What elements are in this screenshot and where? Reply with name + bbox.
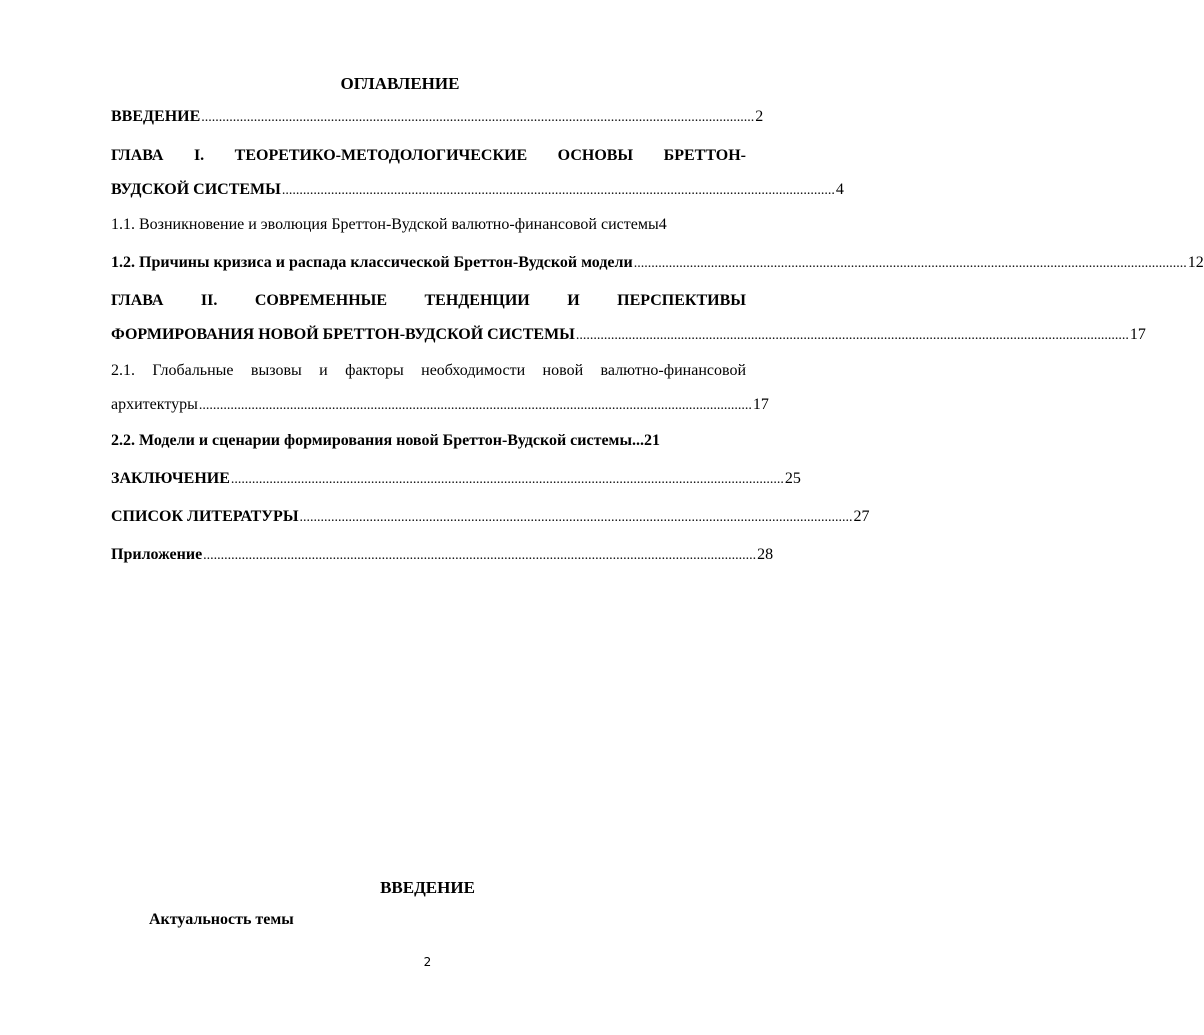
toc-entry-page: 17: [1129, 326, 1146, 343]
toc-entry-chapter-1[interactable]: [111, 139, 844, 208]
introduction-heading: ВВЕДЕНИЕ: [380, 878, 475, 897]
toc-entry-text-line1: ГЛАВА II. СОВРЕМЕННЫЕ ТЕНДЕНЦИИ И ПЕРСПЕКТИВЫ: [111, 292, 746, 309]
dot-leader: ..............................................................................................................................................................: [203, 548, 757, 563]
toc-entry-page: 25: [784, 470, 801, 487]
toc-entry-introduction[interactable]: [111, 100, 764, 135]
toc-entry-text: 2.2. Модели и сценарии формирования новой Бреттон-Вудской системы...: [111, 432, 644, 449]
toc-title: ОГЛАВЛЕНИЕ: [340, 74, 460, 93]
toc-entry-chapter-2[interactable]: [111, 284, 1146, 353]
toc-entry-text: ВВЕДЕНИЕ: [111, 108, 201, 125]
topic-relevance-subheading: Актуальность темы: [149, 911, 294, 928]
toc-entry-page: 12: [1187, 254, 1204, 271]
toc-entry-text: Приложение: [111, 546, 203, 563]
toc-entry-page: 2: [755, 108, 764, 125]
toc-entry-text: архитектуры: [111, 396, 198, 413]
toc-entry-text-line1: ГЛАВА I. ТЕОРЕТИКО-МЕТОДОЛОГИЧЕСКИЕ ОСНОВЫ БРЕТТОН-: [111, 147, 746, 164]
toc-entry-section-1-1[interactable]: [111, 208, 746, 242]
toc-entry-page: 21: [643, 432, 660, 449]
toc-entry-page: 28: [757, 546, 774, 563]
toc-entry-text-line1: 2.1. Глобальные вызовы и факторы необходимости новой валютно-финансовой: [111, 362, 746, 379]
toc-entry-page: 17: [752, 396, 769, 413]
dot-leader: ..............................................................................................................................................................: [198, 398, 752, 413]
dot-leader: ..............................................................................................................................................................: [299, 510, 853, 525]
page-number: 2: [423, 955, 432, 969]
toc-entry-references[interactable]: [111, 500, 870, 535]
dot-leader: ..............................................................................................................................................................: [201, 110, 755, 125]
toc-entry-section-2-1[interactable]: [111, 354, 769, 423]
toc-entry-page: 27: [853, 508, 870, 525]
toc-entry-section-2-2[interactable]: [111, 424, 746, 458]
toc-entry-text: СПИСОК ЛИТЕРАТУРЫ: [111, 508, 299, 525]
toc-entry-section-1-2[interactable]: [111, 246, 1204, 281]
dot-leader: ..............................................................................................................................................................: [575, 328, 1129, 343]
toc-entry-appendix[interactable]: [111, 538, 774, 573]
toc-entry-text: ФОРМИРОВАНИЯ НОВОЙ БРЕТТОН-ВУДСКОЙ СИСТЕМЫ: [111, 326, 575, 343]
toc-entry-page: 4: [835, 181, 844, 198]
toc-entry-text: ВУДСКОЙ СИСТЕМЫ: [111, 181, 281, 198]
dot-leader: ..............................................................................................................................................................: [281, 183, 835, 198]
dot-leader: ..............................................................................................................................................................: [230, 472, 784, 487]
dot-leader: ..............................................................................................................................................................: [633, 256, 1187, 271]
toc-entry-conclusion[interactable]: [111, 462, 801, 497]
toc-entry-text: 1.2. Причины кризиса и распада классической Бреттон-Вудской модели: [111, 254, 633, 271]
toc-entry-text: 1.1. Возникновение и эволюция Бреттон-Вудской валютно-финансовой системы: [111, 216, 659, 233]
toc-entry-text: ЗАКЛЮЧЕНИЕ: [111, 470, 230, 487]
toc-entry-page: 4: [658, 216, 667, 233]
